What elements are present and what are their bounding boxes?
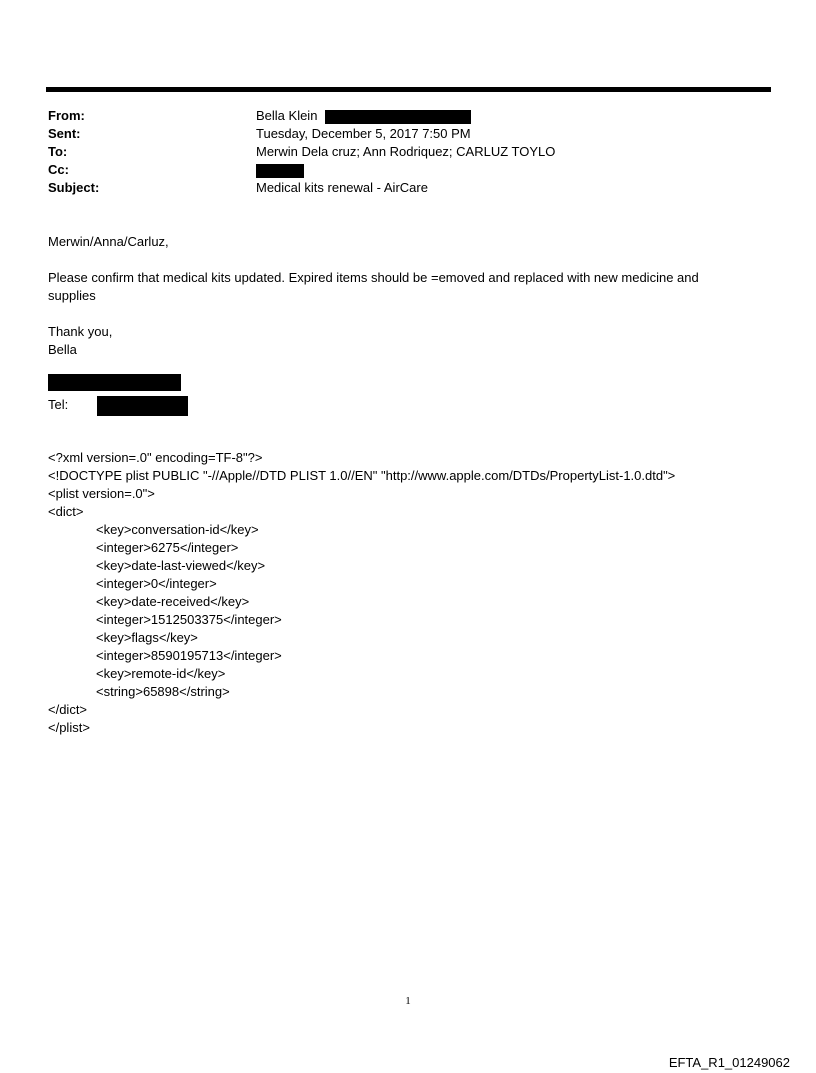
- plist-entry: <key>flags</key>: [96, 630, 198, 645]
- redaction-cc: [256, 164, 304, 178]
- greeting: Merwin/Anna/Carluz,: [48, 234, 169, 249]
- plist-close: </plist>: [48, 720, 90, 735]
- tel-label: Tel:: [48, 397, 69, 412]
- cc-label: Cc:: [48, 162, 69, 177]
- plist-entry: <integer>8590195713</integer>: [96, 648, 282, 663]
- redaction-phone: [97, 396, 188, 416]
- page-number: 1: [405, 995, 411, 1007]
- tel-line: [48, 396, 68, 414]
- plist-entry: <integer>0</integer>: [96, 576, 217, 591]
- cc-value: [256, 161, 304, 179]
- from-value: [256, 107, 471, 125]
- sent-value: Tuesday, December 5, 2017 7:50 PM: [256, 126, 471, 141]
- to-label: To:: [48, 144, 68, 159]
- subject-label: Subject:: [48, 180, 100, 195]
- subject-value: Medical kits renewal - AirCare: [256, 180, 428, 195]
- plist-entry: <key>conversation-id</key>: [96, 522, 259, 537]
- plist-entry: <string>65898</string>: [96, 684, 230, 699]
- redaction-from-email: [325, 110, 471, 124]
- closing: Thank you,: [48, 324, 113, 339]
- plist-entry: <integer>1512503375</integer>: [96, 612, 282, 627]
- document-id: EFTA_R1_01249062: [668, 1055, 790, 1070]
- signature-name: Bella: [48, 342, 77, 357]
- message-text: Please confirm that medical kits updated. Expired items should be =emoved and replaced with new medicine and supplies: [48, 270, 699, 303]
- plist-entry: <key>date-last-viewed</key>: [96, 558, 266, 573]
- plist-dict-close: </dict>: [48, 702, 88, 717]
- plist-dict-open: <dict>: [48, 504, 84, 519]
- plist-entry: <key>remote-id</key>: [96, 666, 226, 681]
- redaction-signature: [48, 374, 181, 391]
- from-label: From:: [48, 108, 85, 123]
- plist-doctype: <!DOCTYPE plist PUBLIC "-//Apple//DTD PLIST 1.0//EN" "http://www.apple.com/DTDs/PropertyList-1.0.dtd">: [48, 468, 676, 483]
- plist-entry: <integer>6275</integer>: [96, 540, 239, 555]
- from-name: Bella Klein: [256, 108, 318, 123]
- to-value: Merwin Dela cruz; Ann Rodriquez; CARLUZ TOYLO: [256, 144, 556, 159]
- plist-open: <plist version=.0">: [48, 486, 155, 501]
- header-rule: [46, 87, 771, 92]
- sent-label: Sent:: [48, 126, 81, 141]
- plist-entry: <key>date-received</key>: [96, 594, 250, 609]
- plist-xml-declaration: <?xml version=.0" encoding=TF-8"?>: [48, 450, 263, 465]
